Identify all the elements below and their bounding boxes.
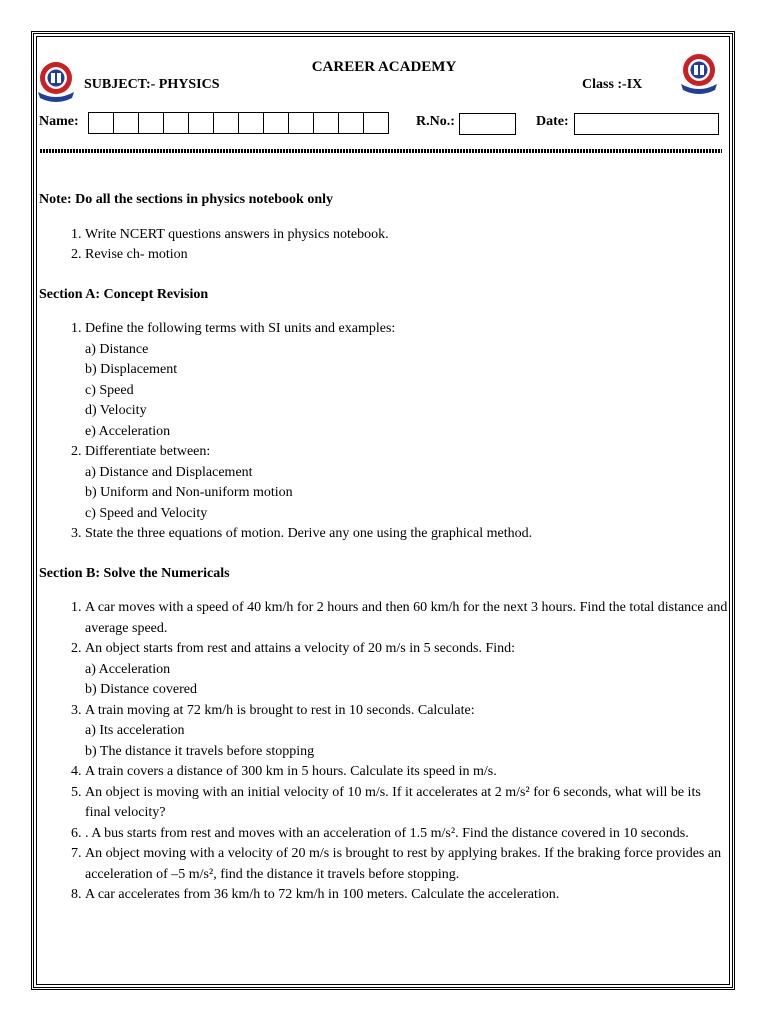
- question-text: An object moving with a velocity of 20 m/s is brought to rest by applying brakes. If the braking force provides an acceleration of –5 m/s², find the distance it travels before stopping.: [85, 846, 722, 882]
- note-heading: Note: Do all the sections in physics notebook only: [39, 192, 334, 207]
- question-text: Define the following terms with SI units and examples:: [85, 321, 396, 336]
- sub-item: a) Acceleration: [85, 661, 171, 677]
- class-label: Class :-IX: [582, 77, 643, 92]
- name-box[interactable]: [263, 112, 289, 134]
- date-label: Date:: [536, 114, 569, 129]
- name-box[interactable]: [113, 112, 139, 134]
- academy-title: CAREER ACADEMY: [311, 59, 457, 75]
- list-item: 1. Write NCERT questions answers in physics notebook.: [85, 225, 729, 246]
- name-field[interactable]: [88, 112, 388, 134]
- sub-item: b) Uniform and Non-uniform motion: [85, 485, 293, 500]
- sub-item: a) Distance: [85, 341, 149, 357]
- question-text: . A bus starts from rest and moves with an acceleration of 1.5 m/s². Find the distance covered in 10 seconds.: [85, 825, 689, 841]
- list-item: [85, 598, 729, 639]
- name-box[interactable]: [238, 112, 264, 134]
- name-box[interactable]: [88, 112, 114, 134]
- name-box[interactable]: [288, 112, 314, 134]
- sub-item: b) The distance it travels before stopping: [85, 743, 315, 759]
- name-box[interactable]: [213, 112, 239, 134]
- date-field[interactable]: [574, 113, 719, 135]
- question-text: An object starts from rest and attains a velocity of 20 m/s in 5 seconds. Find:: [85, 641, 516, 656]
- note-list: [39, 225, 729, 266]
- question-text: A car accelerates from 36 km/h to 72 km/h in 100 meters. Calculate the acceleration.: [85, 887, 560, 902]
- list-item: 2. Revise ch- motion: [85, 245, 729, 266]
- question-text: A train covers a distance of 300 km in 5 hours. Calculate its speed in m/s.: [85, 764, 497, 779]
- sub-item: c) Speed: [85, 382, 134, 398]
- section-b-list: [39, 598, 729, 906]
- sub-item: c) Speed and Velocity: [85, 505, 208, 521]
- list-item: [85, 885, 729, 906]
- name-label: Name:: [39, 114, 79, 129]
- question-text: State the three equations of motion. Derive any one using the graphical method.: [85, 526, 533, 541]
- section-a-heading: Section A: Concept Revision: [39, 286, 209, 302]
- name-box[interactable]: [138, 112, 164, 134]
- section-a-list: [39, 319, 729, 545]
- list-item: [85, 639, 729, 701]
- name-box[interactable]: [313, 112, 339, 134]
- sub-item: d) Velocity: [85, 403, 147, 418]
- question-text: An object is moving with an initial velocity of 10 m/s. If it accelerates at 2 m/s² for 6 seconds, what will be its final velocity?: [85, 784, 701, 820]
- sub-item: a) Distance and Displacement: [85, 464, 253, 480]
- list-item: [85, 442, 729, 524]
- name-box[interactable]: [163, 112, 189, 134]
- list-item: [85, 524, 729, 545]
- list-item: [85, 844, 729, 885]
- name-box[interactable]: [188, 112, 214, 134]
- sub-item: b) Distance covered: [85, 682, 197, 697]
- sub-item: a) Its acceleration: [85, 723, 185, 738]
- list-item: [85, 762, 729, 783]
- question-text: A car moves with a speed of 40 km/h for 2 hours and then 60 km/h for the next 3 hours. Find the total distance and average speed.: [85, 600, 728, 636]
- sub-item: b) Displacement: [85, 362, 178, 377]
- list-item: [85, 783, 729, 824]
- section-b-heading: Section B: Solve the Numericals: [39, 565, 230, 581]
- question-text: Differentiate between:: [85, 444, 211, 459]
- list-item: [85, 319, 729, 442]
- rno-label: R.No.:: [416, 114, 455, 129]
- name-box[interactable]: [338, 112, 364, 134]
- subject-label: SUBJECT:- PHYSICS: [84, 77, 220, 92]
- dashed-divider: [40, 149, 722, 153]
- list-item: [85, 701, 729, 763]
- rno-field[interactable]: [459, 113, 516, 135]
- question-text: A train moving at 72 km/h is brought to rest in 10 seconds. Calculate:: [85, 702, 475, 718]
- worksheet-content: [39, 190, 729, 906]
- name-box[interactable]: [363, 112, 389, 134]
- list-item: [85, 824, 729, 845]
- sub-item: e) Acceleration: [85, 423, 171, 439]
